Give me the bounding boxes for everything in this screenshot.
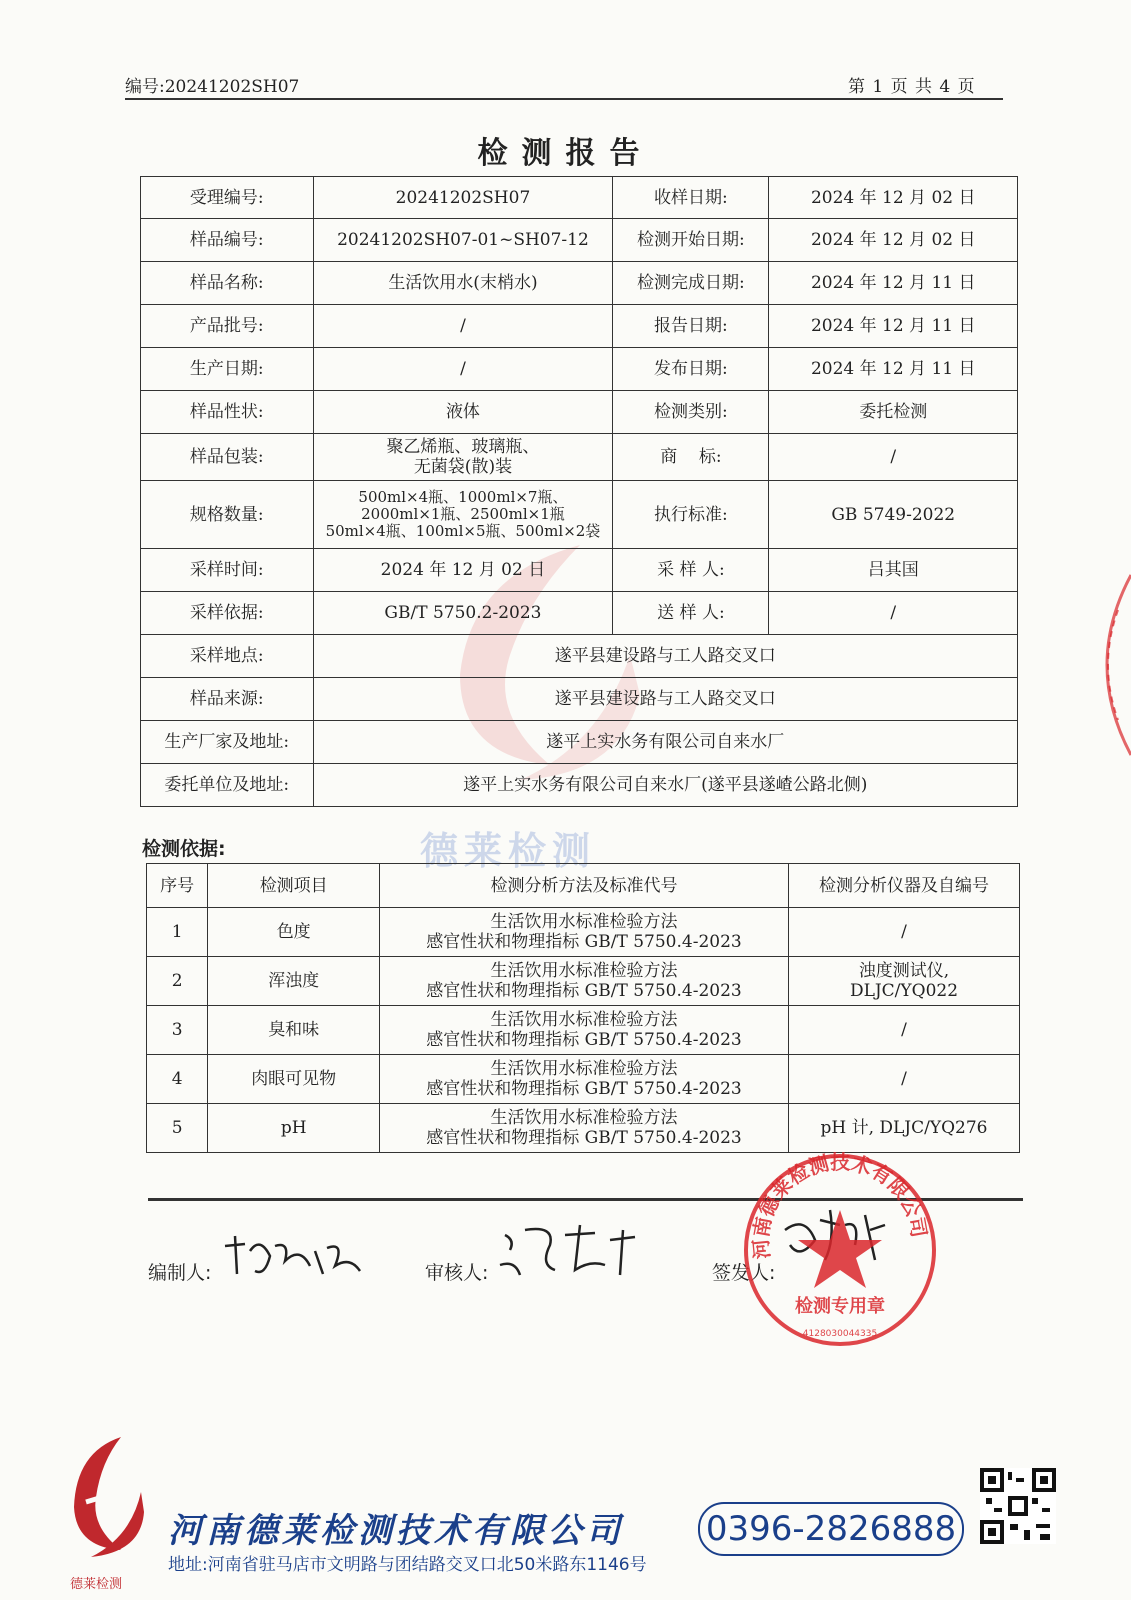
method-line: 生活饮用水标准检验方法 (490, 961, 678, 981)
seal-arc-text: 河南德莱检测技术有限公司 (748, 1150, 932, 1261)
header-divider (125, 98, 1003, 100)
table-row (141, 177, 1018, 219)
field-label: 检测开始日期: (613, 219, 769, 262)
field-label: 采样时间: (141, 549, 314, 592)
column-header: 检测分析仪器及自编号 (788, 864, 1019, 908)
field-label: 样品名称: (141, 262, 314, 305)
table-row (141, 391, 1018, 434)
field-value: 遂平县建设路与工人路交叉口 (313, 635, 1017, 678)
page-info: 第 1 页 共 4 页 (848, 77, 976, 97)
field-value (313, 434, 613, 481)
table-row (147, 1055, 1020, 1104)
field-value: / (769, 434, 1018, 481)
field-value: / (313, 348, 613, 391)
table-row (141, 262, 1018, 305)
method-line: 生活饮用水标准检验方法 (490, 1010, 678, 1030)
table-row (141, 348, 1018, 391)
field-value: GB 5749-2022 (769, 481, 1018, 549)
field-value: 遂平上实水务有限公司自来水厂(遂平县遂嵖公路北侧) (313, 764, 1017, 807)
sample-info-table (140, 176, 1018, 807)
company-phone: 0396-2826888 (698, 1502, 964, 1556)
field-label: 样品包装: (141, 434, 314, 481)
logo-caption: 德莱检测 (70, 1577, 123, 1592)
qr-code-icon (980, 1468, 1056, 1544)
field-value: 2024 年 12 月 11 日 (769, 262, 1018, 305)
field-label: 检测类别: (613, 391, 769, 434)
row-number: 3 (147, 1006, 208, 1055)
value-line: 2000ml×1瓶、2500ml×1瓶 (361, 505, 565, 523)
instrument (788, 908, 1019, 957)
field-value: GB/T 5750.2-2023 (313, 592, 613, 635)
field-value: 2024 年 12 月 02 日 (769, 219, 1018, 262)
field-value (313, 481, 613, 549)
field-label: 受理编号: (141, 177, 314, 219)
instrument (788, 1006, 1019, 1055)
field-value: 20241202SH07-01~SH07-12 (313, 219, 613, 262)
field-label: 报告日期: (613, 305, 769, 348)
test-method (380, 1006, 789, 1055)
method-line: 感官性状和物理指标 GB/T 5750.4-2023 (426, 1030, 742, 1050)
field-label: 执行标准: (613, 481, 769, 549)
table-row (147, 908, 1020, 957)
method-line: 感官性状和物理指标 GB/T 5750.4-2023 (426, 932, 742, 952)
value-line: 聚乙烯瓶、玻璃瓶、 (386, 437, 540, 457)
table-row (141, 635, 1018, 678)
field-value: 2024 年 12 月 11 日 (769, 348, 1018, 391)
field-label: 样品编号: (141, 219, 314, 262)
instrument-line: / (901, 922, 907, 942)
field-label: 采 样 人: (613, 549, 769, 592)
value-line: 无菌袋(散)装 (413, 457, 513, 477)
field-label: 采样依据: (141, 592, 314, 635)
field-label: 委托单位及地址: (141, 764, 314, 807)
seal-center-text: 检测专用章 (795, 1296, 885, 1317)
instrument-line: 浊度测试仪, (858, 961, 950, 981)
table-row (141, 481, 1018, 549)
field-label: 送 样 人: (613, 592, 769, 635)
field-value: 20241202SH07 (313, 177, 613, 219)
field-label: 样品性状: (141, 391, 314, 434)
method-line: 感官性状和物理指标 GB/T 5750.4-2023 (426, 1128, 742, 1148)
field-value: 2024 年 12 月 02 日 (313, 549, 613, 592)
field-label: 发布日期: (613, 348, 769, 391)
table-row (141, 592, 1018, 635)
instrument-line: pH 计, DLJC/YQ276 (820, 1118, 988, 1138)
page-title: 检测报告 (477, 136, 654, 171)
table-row (141, 305, 1018, 348)
table-row (141, 549, 1018, 592)
field-value: 委托检测 (769, 391, 1018, 434)
field-value: / (769, 592, 1018, 635)
field-label: 商 标: (613, 434, 769, 481)
test-item: 臭和味 (208, 1006, 380, 1055)
field-label: 检测完成日期: (613, 262, 769, 305)
field-value: / (313, 305, 613, 348)
field-label: 生产日期: (141, 348, 314, 391)
instrument (788, 1104, 1019, 1153)
method-line: 感官性状和物理指标 GB/T 5750.4-2023 (426, 1079, 742, 1099)
row-number: 2 (147, 957, 208, 1006)
reviewer-label: 审核人: (425, 1262, 489, 1284)
instrument-line: DLJC/YQ022 (849, 981, 959, 1001)
field-label: 样品来源: (141, 678, 314, 721)
instrument-line: / (901, 1069, 907, 1089)
column-header: 序号 (147, 864, 208, 908)
method-line: 感官性状和物理指标 GB/T 5750.4-2023 (426, 981, 742, 1001)
table-row (141, 764, 1018, 807)
value-line: 500ml×4瓶、1000ml×7瓶、 (358, 488, 568, 506)
value-line: 50ml×4瓶、100ml×5瓶、500ml×2袋 (325, 522, 601, 540)
test-item: 色度 (208, 908, 380, 957)
test-item: pH (208, 1104, 380, 1153)
column-header: 检测分析方法及标准代号 (380, 864, 789, 908)
field-label: 采样地点: (141, 635, 314, 678)
field-label: 规格数量: (141, 481, 314, 549)
row-number: 5 (147, 1104, 208, 1153)
field-value: 遂平县建设路与工人路交叉口 (313, 678, 1017, 721)
company-name: 河南德莱检测技术有限公司 (168, 1511, 624, 1551)
official-seal-icon (740, 1150, 940, 1350)
table-header-row (147, 864, 1020, 908)
field-label: 生产厂家及地址: (141, 721, 314, 764)
test-method (380, 908, 789, 957)
instrument (788, 1055, 1019, 1104)
reviewer-signature-icon (495, 1215, 645, 1285)
method-line: 生活饮用水标准检验方法 (490, 912, 678, 932)
test-method (380, 957, 789, 1006)
compiler-signature-icon (215, 1226, 365, 1286)
compiler-label: 编制人: (148, 1262, 212, 1284)
field-value: 液体 (313, 391, 613, 434)
field-value: 生活饮用水(末梢水) (313, 262, 613, 305)
table-row (141, 721, 1018, 764)
instrument-line: / (901, 1020, 907, 1040)
table-row (141, 434, 1018, 481)
column-header: 检测项目 (208, 864, 380, 908)
field-value: 2024 年 12 月 11 日 (769, 305, 1018, 348)
method-line: 生活饮用水标准检验方法 (490, 1059, 678, 1079)
watermark-text: 德莱检测 (420, 829, 597, 873)
test-method (380, 1055, 789, 1104)
test-item: 浑浊度 (208, 957, 380, 1006)
table-row (141, 678, 1018, 721)
field-value: 2024 年 12 月 02 日 (769, 177, 1018, 219)
test-item: 肉眼可见物 (208, 1055, 380, 1104)
table-row (141, 219, 1018, 262)
field-label: 产品批号: (141, 305, 314, 348)
seal-number: 4128030044335 (802, 1329, 878, 1339)
page-stitch-seal-icon (1078, 570, 1131, 760)
table-row (147, 1104, 1020, 1153)
field-label: 收样日期: (613, 177, 769, 219)
table-row (147, 1006, 1020, 1055)
company-address: 地址:河南省驻马店市文明路与团结路交叉口北50米路东1146号 (168, 1555, 647, 1575)
section-title: 检测依据: (142, 838, 226, 860)
row-number: 1 (147, 908, 208, 957)
instrument (788, 957, 1019, 1006)
test-method (380, 1104, 789, 1153)
method-line: 生活饮用水标准检验方法 (490, 1108, 678, 1128)
test-basis-table (146, 863, 1020, 1153)
field-value: 遂平上实水务有限公司自来水厂 (313, 721, 1017, 764)
table-row (147, 957, 1020, 1006)
company-logo-icon (66, 1432, 146, 1562)
field-value: 吕其国 (769, 549, 1018, 592)
issuer-label: 签发人: (712, 1262, 776, 1284)
row-number: 4 (147, 1055, 208, 1104)
report-number: 编号:20241202SH07 (125, 77, 300, 97)
